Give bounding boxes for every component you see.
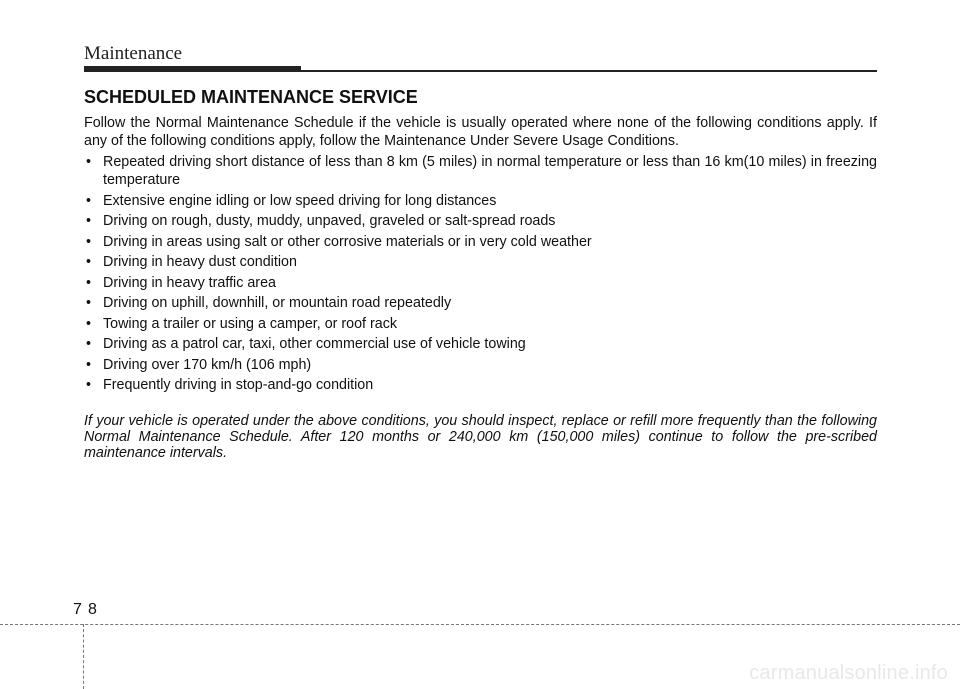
list-item [84,253,877,271]
condition-text: Driving over 170 km/h (106 mph) [103,356,312,373]
list-item [84,315,877,333]
condition-text: Driving on rough, dusty, muddy, unpaved, graveled or salt-spread roads [103,213,556,229]
maintenance-note: If your vehicle is operated under the above conditions, you should inspect, replace or refill more frequently than the following Normal Maintenance Schedule. After 120 months or 240,000 km (150,000 miles) continue to follow the pre-scribed maintenance intervals. [84,413,877,461]
page-number: 8 [88,601,97,618]
list-item [84,294,877,312]
bullet-icon: • [86,377,92,393]
bullet-icon: • [86,295,92,311]
footer-vertical-divider [83,624,84,689]
condition-text: Driving on uphill, downhill, or mountain road repeatedly [103,295,452,311]
bullet-icon: • [86,154,92,170]
bullet-icon: • [86,254,92,270]
watermark: carmanualsonline.info [749,662,948,684]
condition-text: Driving as a patrol car, taxi, other commercial use of vehicle towing [103,336,526,352]
condition-text: Driving in heavy traffic area [103,274,276,291]
condition-text: Driving in heavy dust condition [103,254,297,270]
list-item [84,274,877,292]
page-heading: SCHEDULED MAINTENANCE SERVICE [84,87,418,107]
list-item [84,153,877,189]
header-rule-accent [84,66,301,72]
condition-text: Extensive engine idling or low speed driving for long distances [103,192,497,209]
list-item [84,376,877,394]
conditions-list [84,153,877,394]
condition-text: Repeated driving short distance of less than 8 km (5 miles) in normal temperature or less than 16 km(10 miles) in freezing temperature [103,154,877,188]
bullet-icon: • [86,356,92,373]
list-item [84,356,877,374]
intro-paragraph: Follow the Normal Maintenance Schedule if the vehicle is usually operated where none of the following conditions apply. If any of the following conditions apply, follow the Maintenance Under Severe Usage Conditions. [84,115,877,149]
bullet-icon: • [86,336,92,352]
footer-divider [0,624,960,625]
list-item [84,233,877,251]
main-content [84,86,877,461]
bullet-icon: • [86,315,92,332]
bullet-icon: • [86,233,92,250]
condition-text: Frequently driving in stop-and-go condition [103,377,374,393]
section-title: Maintenance [84,43,183,64]
list-item [84,335,877,353]
bullet-icon: • [86,213,92,229]
bullet-icon: • [86,192,92,209]
list-item [84,192,877,210]
bullet-icon: • [86,274,92,291]
chapter-number: 7 [73,601,82,618]
list-item [84,212,877,230]
condition-text: Towing a trailer or using a camper, or roof rack [103,315,398,332]
condition-text: Driving in areas using salt or other corrosive materials or in very cold weather [103,233,592,250]
